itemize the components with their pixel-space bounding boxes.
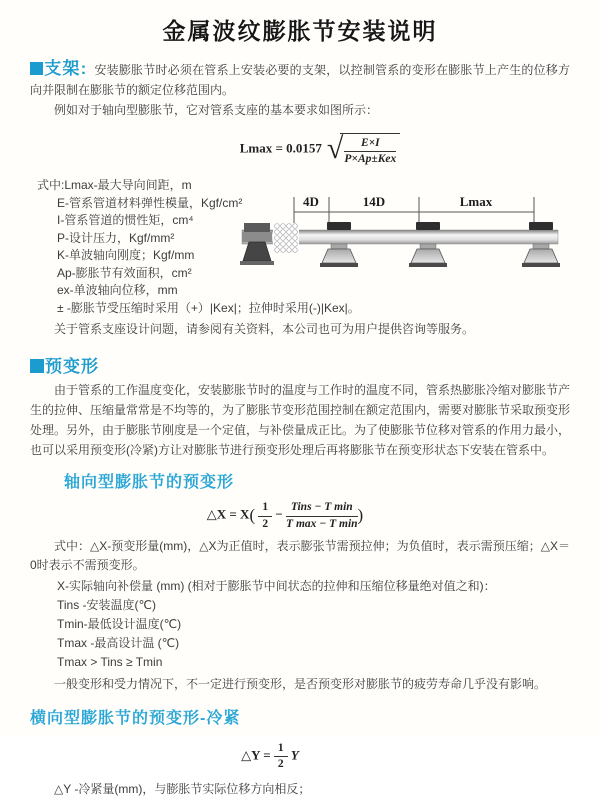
support-section-heading (30, 59, 94, 78)
support-example-line: 例如对于轴向型膨胀节，它对管系支座的基本要求如图所示： (54, 103, 379, 117)
page-title: 金属波纹膨胀节安装说明 (162, 18, 438, 44)
half-fraction (274, 742, 288, 771)
left-paren: ( (249, 506, 256, 526)
lateral-preform-formula (30, 742, 570, 771)
support-intro-paragraph (30, 59, 570, 100)
pipe-support-diagram-svg (240, 192, 562, 284)
dim-label-lmax: Lmax (459, 194, 493, 209)
definition-line: P-设计压力，Kgf/mm² (57, 230, 175, 245)
preform-paragraph: 由于管系的工作温度变化，安装膨胀节时的温度与工作时的温度不同，管系热膨胀冷缩对膨胀节产生的拉伸、压缩量常常是不均等的，为了膨胀节变形范围控制在额定范围内，需要对膨胀节采取预变形处理。另外，由于膨胀节刚度是一个定值，与补偿量成正比。为了使膨胀节位移对管系的作用力最小，也可以采用预变形(冷紧)方让对膨胀节进行预变形处理后再将膨胀节在预变形状态下安装在管系中。 (30, 383, 571, 458)
blue-square-icon (30, 62, 43, 75)
definition-line: I-管系管道的惯性矩，cm⁴ (57, 213, 194, 228)
definition-line: 式中:Lmax-最大导向间距，m (37, 178, 192, 193)
guide-support (320, 222, 358, 267)
blue-square-icon (30, 359, 44, 373)
axial-note: 一般变形和受力情况下，不一定进行预变形，是否预变形对膨胀节的疲劳寿命几乎没有影响。 (54, 676, 547, 691)
axial-symbol-line: Tmax -最高设计温 (℃) (57, 635, 180, 650)
sqrt-radical (327, 133, 400, 166)
pipe-support-diagram (240, 192, 562, 284)
guide-spacing-formula (30, 133, 570, 166)
definition-line: E-管系管道材料弹性模量，Kgf/cm² (57, 195, 243, 210)
radical-sign-icon: √ (326, 132, 344, 165)
formula-rhs: Y (290, 747, 299, 763)
fraction-numerator: 1 (274, 742, 288, 757)
axial-symbol-list (30, 577, 570, 672)
fraction-denominator: T max − T min (286, 517, 358, 530)
bellows-expansion-joint (273, 223, 299, 252)
fraction-denominator: P×Ap±Kex (344, 153, 397, 166)
lateral-preform-heading: 横向型膨胀节的预变形-冷紧 (30, 709, 241, 727)
axial-symbol-line: Tmax > Tins ≥ Tmin (57, 654, 163, 669)
guide-support (409, 222, 447, 267)
axial-symbol-line: X-实际轴向补偿量 (mm) (相对于膨胀节中间状态的拉伸和压缩位移量绝对值之和)： (57, 578, 496, 593)
dim-label-14d: 14D (362, 194, 386, 209)
axial-symbol-line: Tmin-最低设计温度(℃) (57, 616, 182, 631)
definition-line: Ap-膨胀节有效面积，cm² (57, 265, 192, 280)
axial-preform-formula (30, 501, 570, 530)
formula-lhs: Lmax = 0.0157 (239, 140, 322, 156)
formula-lhs: △Y = (241, 747, 271, 763)
fraction-denominator: 2 (277, 758, 284, 771)
dimension-lines (294, 197, 534, 224)
fraction-numerator: E×I (344, 137, 396, 152)
minus-sign: − (275, 507, 283, 523)
right-paren: ) (357, 506, 364, 526)
guide-support (522, 222, 560, 267)
document-content (0, 59, 600, 799)
support-heading-label: 支架: (44, 59, 88, 78)
half-fraction (258, 501, 272, 530)
preform-section-heading (30, 352, 570, 377)
fraction-denominator: 2 (262, 517, 269, 530)
fraction-numerator: Tins − T min (286, 501, 358, 516)
lateral-formula-explanation: △Y -冷紧量(mm)，与膨胀节实际位移方向相反； (54, 782, 311, 797)
fraction (344, 137, 396, 166)
support-intro-text: 安装膨胀节时必须在管系上安装必要的支架，以控制管系的变形在膨胀节上产生的位移方向并限制在膨胀节的额定位移范围内。 (30, 63, 570, 97)
dim-label-4d: 4D (303, 194, 319, 209)
service-note: 关于管系支座设计问题，请参阅有关资料，本公司也可为用户提供咨询等服务。 (54, 322, 475, 337)
axial-symbol-line: Tins -安装温度(℃) (57, 597, 157, 612)
preform-heading-label: 预变形 (45, 357, 99, 377)
definition-line: K-单波轴向刚度；Kgf/mm (57, 248, 195, 263)
fraction-numerator: 1 (258, 501, 272, 516)
definition-line: ± -膨胀节受压缩时采用（+）|Kex|；拉伸时采用(-)|Kex|。 (57, 300, 360, 315)
temperature-fraction (286, 501, 358, 530)
axial-preform-heading: 轴向型膨胀节的预变形 (64, 474, 235, 492)
definition-line: ex-单波轴向位移，mm (57, 283, 178, 298)
axial-formula-explanation: 式中：△X-预变形量(mm)，△X为正值时，表示膨张节需预拉伸；为负值时，表示需预压缩；△X＝0时表示不需预变形。 (30, 538, 570, 573)
radicand (340, 133, 400, 166)
formula-lhs: △X = X (206, 507, 250, 523)
